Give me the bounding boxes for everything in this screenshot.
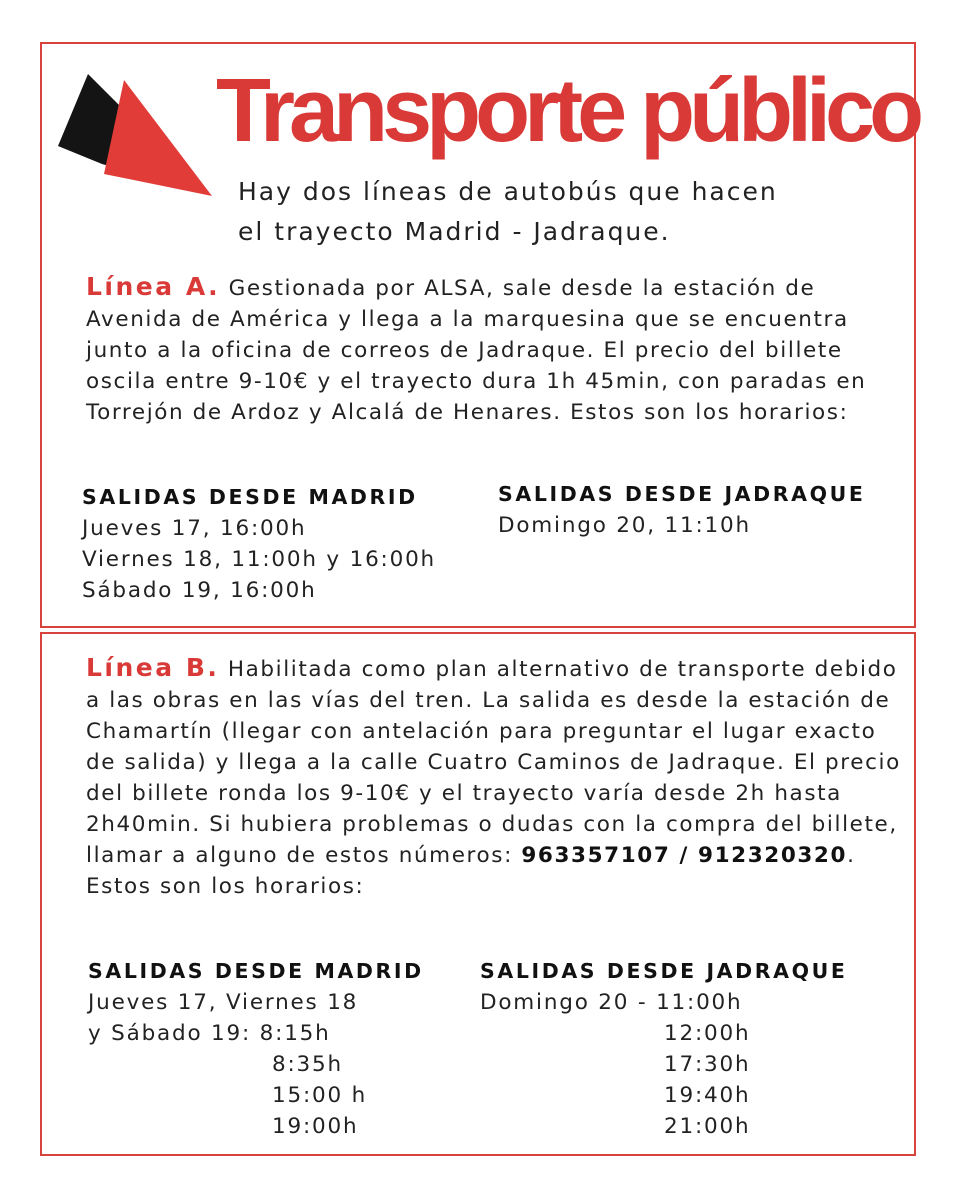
phone-numbers: 963357107 / 912320320 xyxy=(521,843,848,868)
intro-text xyxy=(238,172,878,252)
schedule-row: Jueves 17, Viernes 18 xyxy=(88,990,359,1015)
linea-a-text: Gestionada por ALSA, sale desde la estación de Avenida de América y llega a la marquesina que se encuentra junto a la oficina de correos de Jadraque. El precio del billete oscila entre 9-10€ y el trayecto dura 1h 45min, con paradas en Torrejón de Ardoz y Alcalá de Henares. Estos son los horarios: xyxy=(86,276,867,425)
linea-a-madrid-heading: SALIDAS DESDE MADRID xyxy=(82,485,418,509)
linea-a-jadraque-schedule xyxy=(498,479,865,541)
schedule-row: Sábado 19, 16:00h xyxy=(82,578,317,603)
schedule-row: 12:00h xyxy=(664,1021,751,1046)
schedule-row: 19:40h xyxy=(664,1083,751,1108)
schedule-row: Domingo 20 - 11:00h xyxy=(480,990,743,1015)
schedule-row: y Sábado 19: 8:15h xyxy=(88,1021,331,1046)
linea-a-madrid-schedule xyxy=(82,482,436,606)
schedule-row: Jueves 17, 16:00h xyxy=(82,516,307,541)
linea-a-paragraph xyxy=(86,271,896,428)
linea-b-paragraph xyxy=(86,652,906,902)
linea-b-jadraque-heading: SALIDAS DESDE JADRAQUE xyxy=(480,959,848,983)
linea-b-label: Línea B. xyxy=(86,653,220,682)
schedule-row: Domingo 20, 11:10h xyxy=(498,513,751,538)
linea-b-madrid-schedule xyxy=(88,956,424,1142)
schedule-row: 15:00 h xyxy=(272,1083,368,1108)
page-title: Transporte público xyxy=(216,61,919,161)
schedule-row: 21:00h xyxy=(664,1114,751,1139)
schedule-row: 17:30h xyxy=(664,1052,751,1077)
linea-a-label: Línea A. xyxy=(86,272,221,301)
schedule-row: Viernes 18, 11:00h y 16:00h xyxy=(82,547,436,572)
phone-period: . xyxy=(847,843,856,868)
linea-b-madrid-heading: SALIDAS DESDE MADRID xyxy=(88,959,424,983)
schedule-row: 19:00h xyxy=(272,1114,359,1139)
intro-line-2: el trayecto Madrid - Jadraque. xyxy=(238,217,671,246)
linea-b-text: Habilitada como plan alternativo de transporte debido a las obras en las vías del tren. La salida es desde la estación de Chamartín (llegar con antelación para preguntar el lugar exacto de salida) y llega a la calle Cuatro Caminos de Jadraque. El precio del billete ronda los 9-10€ y el trayecto varía desde 2h hasta 2h40min. Si hubiera problemas o dudas con la compra del billete, llamar a alguno de estos números: xyxy=(86,657,901,868)
triangle-logo-icon xyxy=(58,72,214,200)
intro-line-1: Hay dos líneas de autobús que hacen xyxy=(238,177,778,206)
schedule-row: 8:35h xyxy=(272,1052,343,1077)
linea-b-jadraque-schedule xyxy=(480,956,847,1142)
linea-a-jadraque-heading: SALIDAS DESDE JADRAQUE xyxy=(498,482,866,506)
linea-b-text-end: Estos son los horarios: xyxy=(86,874,365,899)
